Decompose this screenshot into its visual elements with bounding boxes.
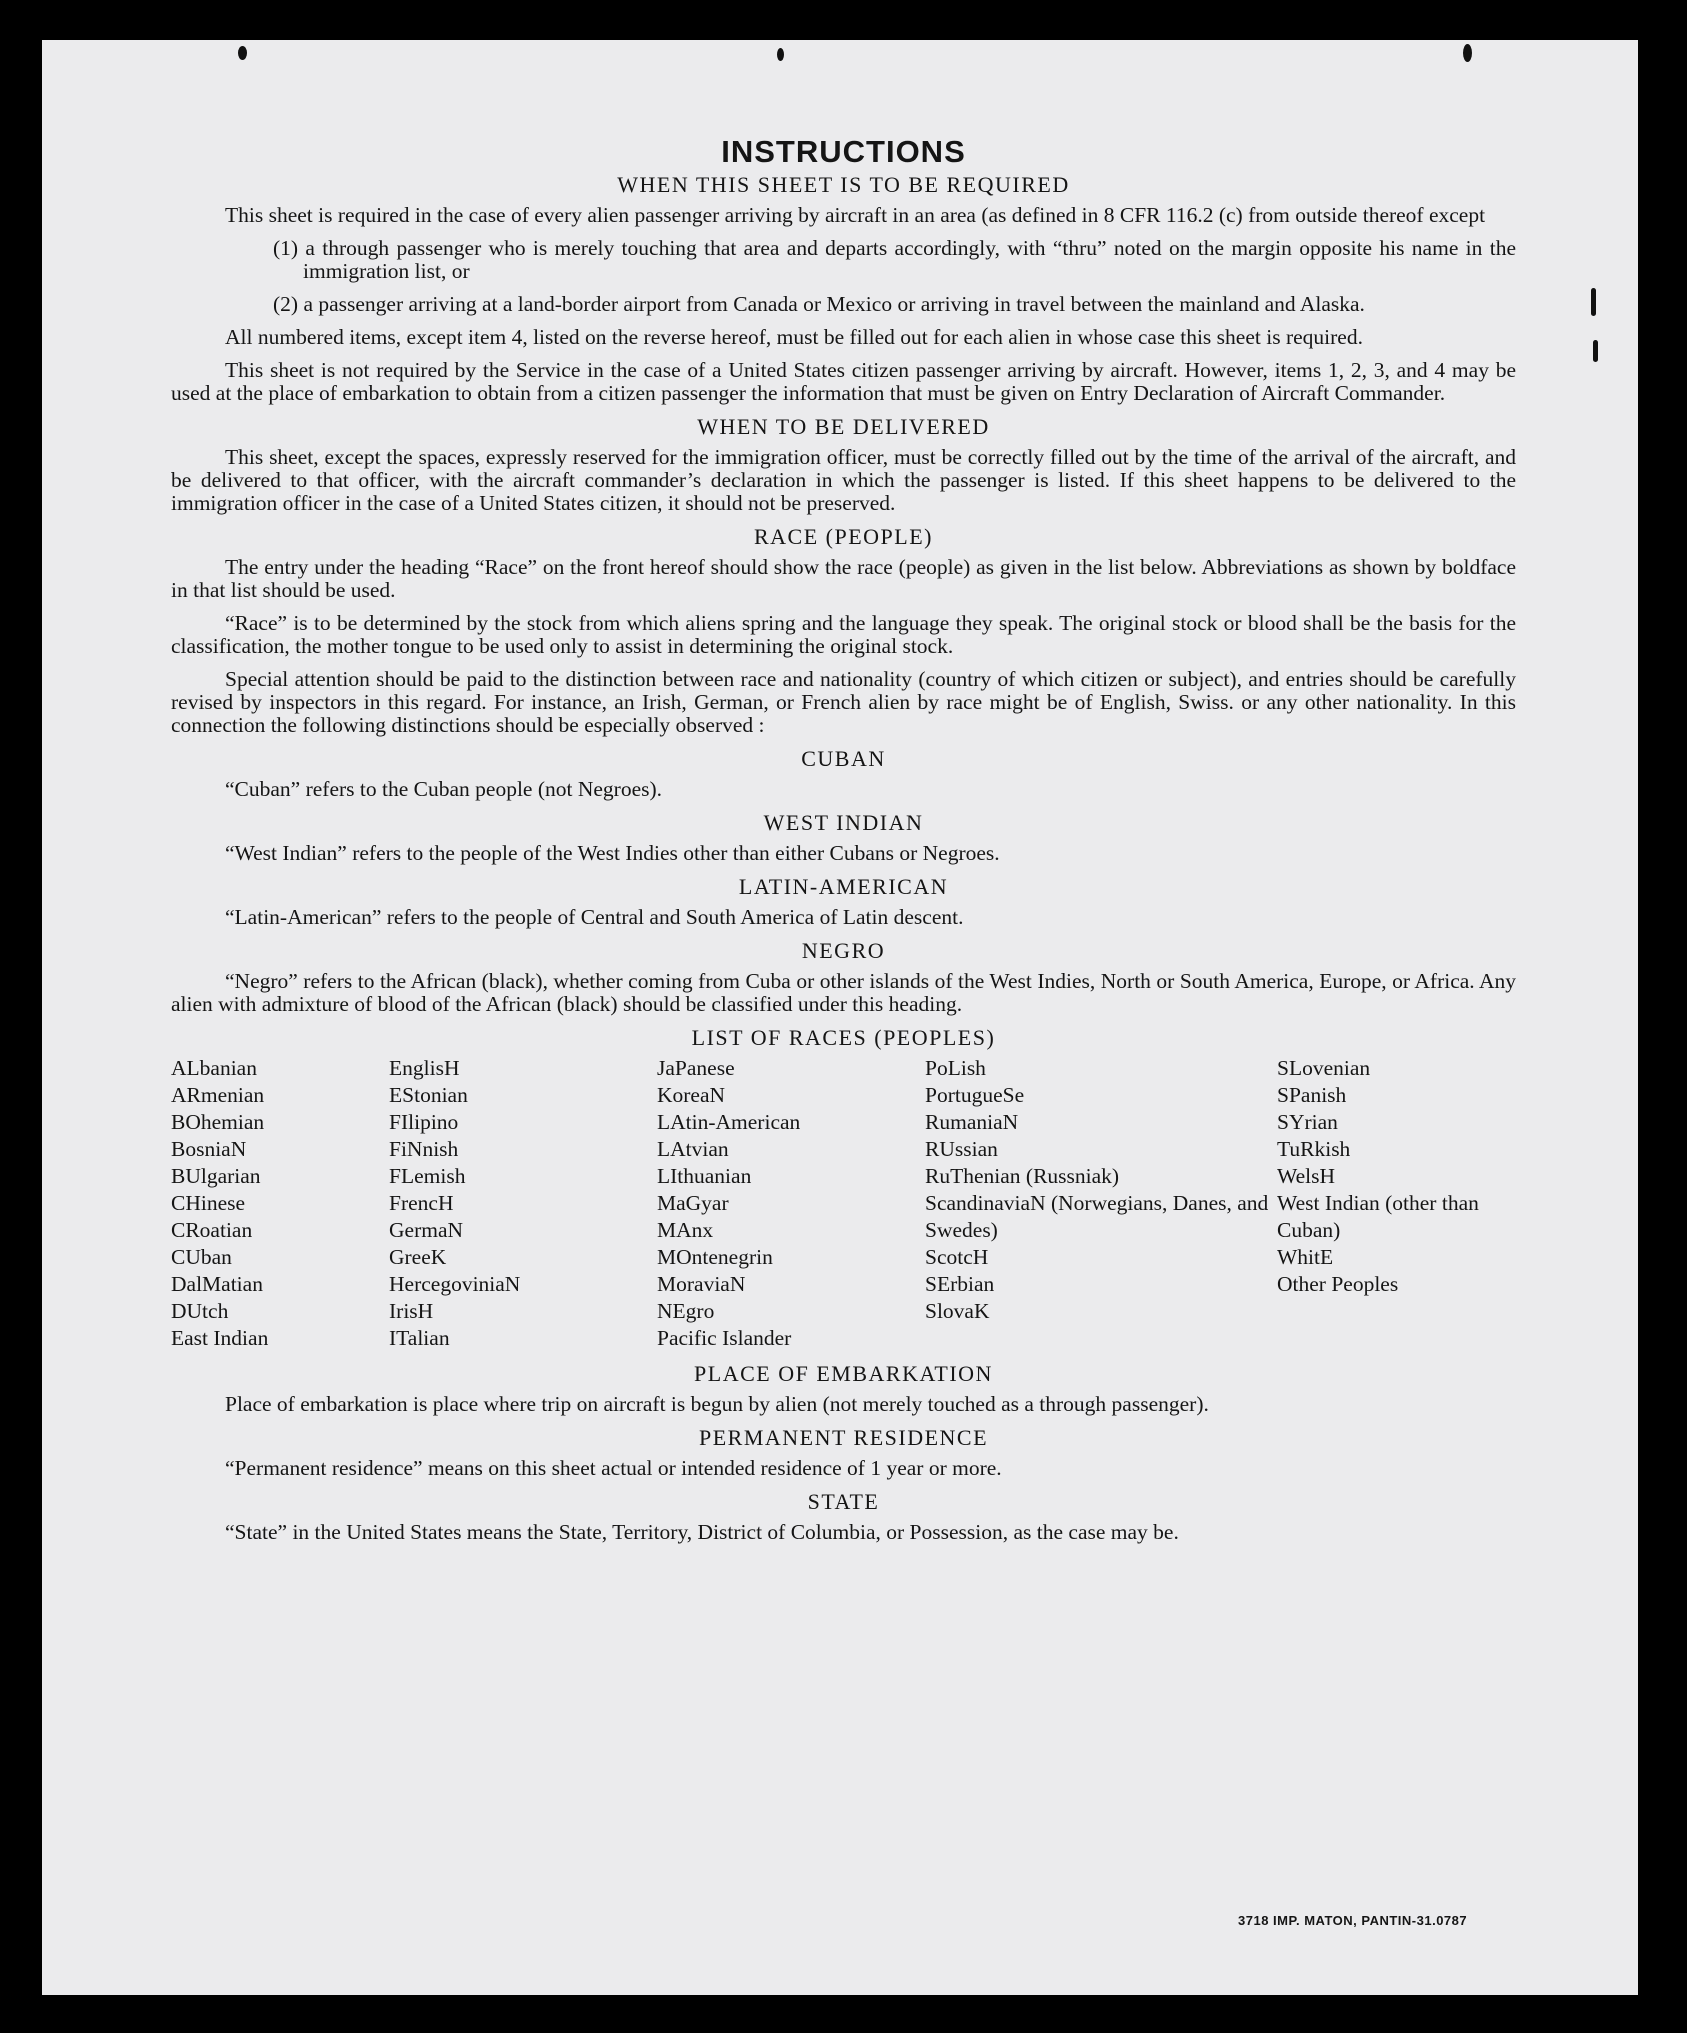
race-entry: SPanish <box>1277 1083 1347 1107</box>
race-entry: CUban <box>171 1245 232 1269</box>
printer-imprint: 3718 IMP. MATON, PANTIN-31.0787 <box>1238 1913 1468 1928</box>
race-entry: KoreaN <box>657 1083 726 1107</box>
race-entry: FLemish <box>389 1164 466 1188</box>
race-entry: BosniaN <box>171 1137 247 1161</box>
paragraph: The entry under the heading “Race” on the front hereof should show the race (people) as given in the list below. Abbreviations as shown by boldface in that list should be used. <box>171 555 1516 602</box>
race-entry: JaPanese <box>657 1056 735 1080</box>
race-entry: BOhemian <box>171 1110 265 1134</box>
race-entry: East Indian <box>171 1326 269 1350</box>
race-entry: CRoatian <box>171 1218 253 1242</box>
scan-mark <box>1463 44 1472 62</box>
race-entry: CHinese <box>171 1191 246 1215</box>
race-entry: LAtvian <box>657 1137 729 1161</box>
race-entry: ScotcH <box>925 1245 989 1269</box>
paragraph: Special attention should be paid to the distinction between race and nationality (country of which citizen or subject), and entries should be carefully revised by inspectors in this regard. For instance, an Irish, German, or French alien by race might be of English, Swiss. or any other nationality. In this connection the following distinctions should be especially observed : <box>171 667 1516 737</box>
race-entry: LAtin-American <box>657 1110 801 1134</box>
scan-mark <box>777 48 784 61</box>
race-entry: RUssian <box>925 1137 998 1161</box>
section-heading-embarkation: PLACE OF EMBARKATION <box>694 1361 993 1386</box>
race-entry: NEgro <box>657 1299 715 1323</box>
section-heading-west-indian: WEST INDIAN <box>763 810 924 835</box>
section-heading-cuban: CUBAN <box>801 746 886 771</box>
section-heading-races-list: LIST OF RACES (PEOPLES) <box>691 1025 996 1050</box>
race-entry: FIlipino <box>389 1110 459 1134</box>
section-heading-state: STATE <box>807 1489 880 1514</box>
race-entry: West Indian (other than Cuban) <box>1277 1191 1479 1242</box>
race-entry: DalMatian <box>171 1272 263 1296</box>
paragraph: This sheet is required in the case of every alien passenger arriving by aircraft in an area (as defined in 8 CFR 116.2 (c) from outside thereof except <box>225 203 1486 227</box>
races-column-3 <box>657 1055 925 1352</box>
race-entry: HercegoviniaN <box>389 1272 521 1296</box>
paragraph: This sheet is not required by the Service in the case of a United States citizen passenger arriving by aircraft. However, items 1, 2, 3, and 4 may be used at the place of embarkation to obtain from a citizen passenger the information that must be given on Entry Declaration of Aircraft Commander. <box>171 358 1516 405</box>
section-heading-delivered: WHEN TO BE DELIVERED <box>697 414 990 439</box>
race-entry: GreeK <box>389 1245 447 1269</box>
paragraph: This sheet, except the spaces, expressly reserved for the immigration officer, must be correctly filled out by the time of the arrival of the aircraft, and be delivered to that officer, with the aircraft commander’s declaration in which the passenger is listed. If this sheet happens to be delivered to the immigration officer in the case of a United States citizen, it should not be preserved. <box>171 445 1516 515</box>
races-column-5 <box>1277 1055 1516 1352</box>
race-entry: SlovaK <box>925 1299 990 1323</box>
race-entry: ARmenian <box>171 1083 265 1107</box>
races-column-1 <box>171 1055 389 1352</box>
race-entry: TuRkish <box>1277 1137 1351 1161</box>
race-entry: RumaniaN <box>925 1110 1019 1134</box>
race-entry: FiNnish <box>389 1137 459 1161</box>
races-column-4 <box>925 1055 1277 1352</box>
paragraph: “Negro” refers to the African (black), whether coming from Cuba or other islands of the West Indies, North or South America, Europe, or Africa. Any alien with admixture of blood of the African (black) should be classified under this heading. <box>171 969 1516 1016</box>
race-entry: ITalian <box>389 1326 450 1350</box>
race-entry: WelsH <box>1277 1164 1335 1188</box>
list-item: (2) a passenger arriving at a land-border airport from Canada or Mexico or arriving in travel between the mainland and Alaska. <box>273 292 1365 316</box>
race-entry: SErbian <box>925 1272 995 1296</box>
section-heading-residence: PERMANENT RESIDENCE <box>698 1425 989 1450</box>
race-entry: Other Peoples <box>1277 1272 1399 1296</box>
race-entry: MOntenegrin <box>657 1245 773 1269</box>
race-entry: Pacific Islander <box>657 1326 792 1350</box>
race-entry: EnglisH <box>389 1056 460 1080</box>
paragraph: “Race” is to be determined by the stock from which aliens spring and the language they speak. The original stock or blood shall be the basis for the classification, the mother tongue to be used only to assist in determining the original stock. <box>171 611 1516 658</box>
paragraph: Place of embarkation is place where trip on aircraft is begun by alien (not merely touched as a through passenger). <box>225 1392 1209 1416</box>
race-entry: WhitE <box>1277 1245 1334 1269</box>
race-entry: ScandinaviaN (Norwegians, Danes, and Swedes) <box>925 1191 1269 1242</box>
scan-mark <box>238 46 247 60</box>
scan-mark <box>1593 340 1598 362</box>
race-entry: IrisH <box>389 1299 434 1323</box>
paragraph: “Cuban” refers to the Cuban people (not Negroes). <box>225 777 663 801</box>
race-entry: PoLish <box>925 1056 986 1080</box>
paragraph: “Permanent residence” means on this sheet actual or intended residence of 1 year or more. <box>225 1456 1002 1480</box>
race-entry: GermaN <box>389 1218 464 1242</box>
race-entry: BUlgarian <box>171 1164 261 1188</box>
race-entry: SYrian <box>1277 1110 1338 1134</box>
section-heading-required: WHEN THIS SHEET IS TO BE REQUIRED <box>617 172 1070 197</box>
scan-mark <box>1591 288 1596 316</box>
race-entry: ALbanian <box>171 1056 257 1080</box>
paragraph: “West Indian” refers to the people of the West Indies other than either Cubans or Negroes. <box>225 841 1000 865</box>
races-list <box>171 1055 1516 1352</box>
race-entry: MAnx <box>657 1218 714 1242</box>
list-item: (1) a through passenger who is merely touching that area and departs accordingly, with “thru” noted on the margin opposite his name in the immigration list, or <box>273 236 1516 283</box>
section-heading-negro: NEGRO <box>801 938 886 963</box>
race-entry: FrencH <box>389 1191 454 1215</box>
paragraph: All numbered items, except item 4, listed on the reverse hereof, must be filled out for each alien in whose case this sheet is required. <box>225 325 1363 349</box>
section-heading-latin-american: LATIN-AMERICAN <box>738 874 949 899</box>
instructions-body <box>171 134 1516 1554</box>
race-entry: PortugueSe <box>925 1083 1025 1107</box>
section-heading-race: RACE (PEOPLE) <box>754 524 933 549</box>
race-entry: RuThenian (Russniak) <box>925 1164 1120 1188</box>
race-entry: MoraviaN <box>657 1272 746 1296</box>
race-entry: DUtch <box>171 1299 229 1323</box>
paragraph: “State” in the United States means the State, Territory, District of Columbia, or Possession, as the case may be. <box>225 1520 1179 1544</box>
race-entry: MaGyar <box>657 1191 729 1215</box>
paragraph: “Latin-American” refers to the people of Central and South America of Latin descent. <box>225 905 964 929</box>
race-entry: EStonian <box>389 1083 468 1107</box>
races-column-2 <box>389 1055 657 1352</box>
document-page <box>42 40 1638 1995</box>
race-entry: LIthuanian <box>657 1164 752 1188</box>
page-title: INSTRUCTIONS <box>721 134 966 169</box>
race-entry: SLovenian <box>1277 1056 1371 1080</box>
